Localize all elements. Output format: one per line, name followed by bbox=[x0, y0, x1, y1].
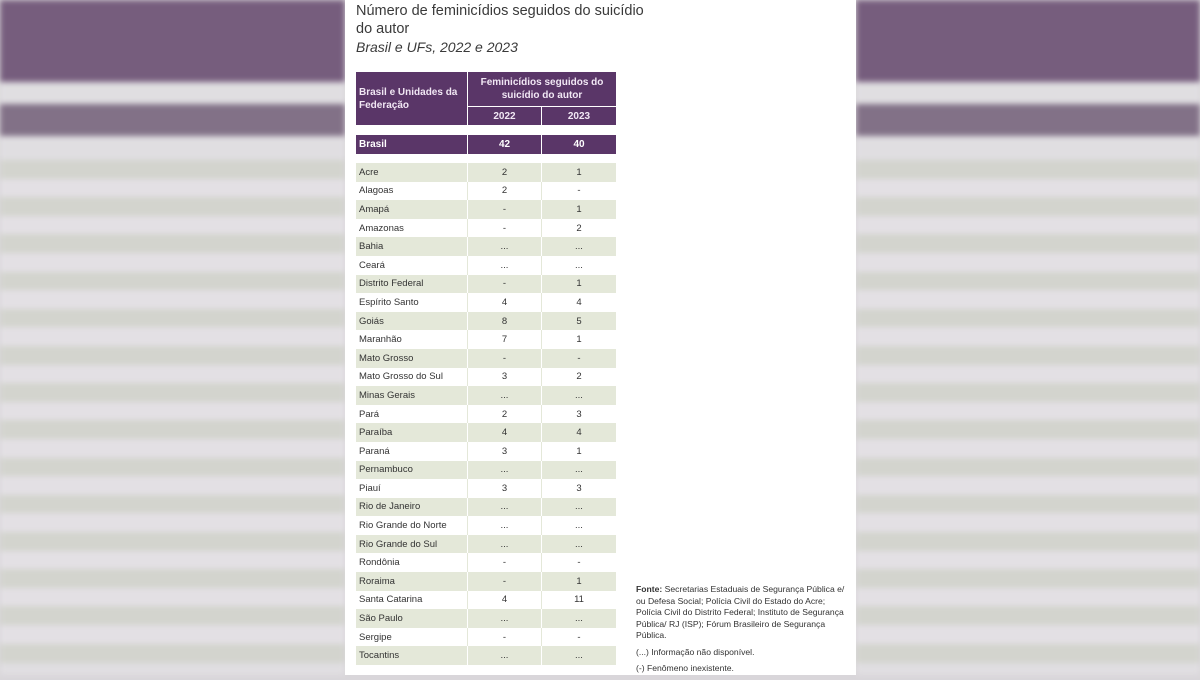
row-value-2022: 8 bbox=[467, 312, 541, 331]
row-value-2022: 3 bbox=[467, 442, 541, 461]
table-row bbox=[356, 275, 616, 294]
row-name: Alagoas bbox=[356, 182, 467, 201]
row-value-2023: 1 bbox=[541, 330, 616, 349]
row-value-2023: 1 bbox=[541, 275, 616, 294]
row-value-2022: - bbox=[467, 628, 541, 647]
table-row bbox=[356, 405, 616, 424]
row-name: Rio Grande do Norte bbox=[356, 516, 467, 535]
row-name: Acre bbox=[356, 163, 467, 182]
row-value-2022: 4 bbox=[467, 591, 541, 610]
row-value-2023: 1 bbox=[541, 572, 616, 591]
row-value-2023: ... bbox=[541, 498, 616, 517]
row-value-2023: ... bbox=[541, 461, 616, 480]
row-name: Roraima bbox=[356, 572, 467, 591]
row-name: Distrito Federal bbox=[356, 275, 467, 294]
row-value-2023: 1 bbox=[541, 200, 616, 219]
row-value-2023: ... bbox=[541, 535, 616, 554]
row-value-2022: - bbox=[467, 553, 541, 572]
row-name: Mato Grosso do Sul bbox=[356, 368, 467, 387]
table-title: Número de feminicídios seguidos do suicídio do autor bbox=[356, 3, 644, 37]
row-value-2023: - bbox=[541, 349, 616, 368]
table-row bbox=[356, 182, 616, 201]
row-value-2023: 5 bbox=[541, 312, 616, 331]
table-row bbox=[356, 293, 616, 312]
row-name: Paraná bbox=[356, 442, 467, 461]
document-page bbox=[345, 0, 856, 675]
row-value-2023: 1 bbox=[541, 442, 616, 461]
table-row bbox=[356, 535, 616, 554]
table-row bbox=[356, 609, 616, 628]
source-notes bbox=[636, 584, 850, 680]
row-value-2022: 4 bbox=[467, 293, 541, 312]
row-value-2023: 1 bbox=[541, 163, 616, 182]
table-row bbox=[356, 516, 616, 535]
table-row bbox=[356, 423, 616, 442]
table-row bbox=[356, 461, 616, 480]
table-subtitle: Brasil e UFs, 2022 e 2023 bbox=[356, 39, 518, 55]
row-name: Paraíba bbox=[356, 423, 467, 442]
row-name: Rondônia bbox=[356, 553, 467, 572]
row-value-2023: ... bbox=[541, 609, 616, 628]
row-value-2023: 11 bbox=[541, 591, 616, 610]
row-value-2022: 7 bbox=[467, 330, 541, 349]
row-value-2022: ... bbox=[467, 237, 541, 256]
source-text: Secretarias Estaduais de Segurança Pública e/ ou Defesa Social; Polícia Civil do Estado do Acre; Polícia Civil do Distrito Federal; Instituto de Segurança Pública/ RJ (ISP); Fórum Brasileiro de Segurança Pública. bbox=[636, 584, 845, 640]
blurred-background-left bbox=[0, 0, 345, 675]
table-row bbox=[356, 349, 616, 368]
row-value-2023: ... bbox=[541, 386, 616, 405]
table-row bbox=[356, 646, 616, 665]
row-value-2022: ... bbox=[467, 498, 541, 517]
row-value-2022: 3 bbox=[467, 368, 541, 387]
table-row bbox=[356, 572, 616, 591]
row-value-2022: ... bbox=[467, 386, 541, 405]
row-value-2022: 2 bbox=[467, 182, 541, 201]
row-name: Rio de Janeiro bbox=[356, 498, 467, 517]
row-value-2022: ... bbox=[467, 516, 541, 535]
legend-nonexistent: (-) Fenômeno inexistente. bbox=[636, 663, 734, 673]
row-name: Pernambuco bbox=[356, 461, 467, 480]
header-uf: Brasil e Unidades da Federação bbox=[356, 72, 467, 125]
row-name: São Paulo bbox=[356, 609, 467, 628]
table-row bbox=[356, 330, 616, 349]
row-value-2022: 2 bbox=[467, 163, 541, 182]
blurred-background-right bbox=[856, 0, 1200, 675]
table-row bbox=[356, 479, 616, 498]
table-row bbox=[356, 200, 616, 219]
source-label: Fonte: bbox=[636, 584, 663, 594]
row-name: Brasil bbox=[356, 135, 467, 154]
table-row bbox=[356, 628, 616, 647]
row-name: Espírito Santo bbox=[356, 293, 467, 312]
row-value-2022: - bbox=[467, 349, 541, 368]
table-row bbox=[356, 386, 616, 405]
row-name: Rio Grande do Sul bbox=[356, 535, 467, 554]
row-value-2022: 4 bbox=[467, 423, 541, 442]
row-name: Bahia bbox=[356, 237, 467, 256]
row-name: Minas Gerais bbox=[356, 386, 467, 405]
legend-not-available: (...) Informação não disponível. bbox=[636, 646, 755, 657]
header-year-2023: 2023 bbox=[541, 106, 616, 125]
row-value-2023: - bbox=[541, 553, 616, 572]
row-value-2023: - bbox=[541, 182, 616, 201]
row-name: Amazonas bbox=[356, 219, 467, 238]
row-value-2023: 2 bbox=[541, 219, 616, 238]
row-value-2023: 4 bbox=[541, 293, 616, 312]
row-value-2023: 4 bbox=[541, 423, 616, 442]
row-value-2022: 42 bbox=[467, 135, 541, 154]
row-value-2022: ... bbox=[467, 609, 541, 628]
row-value-2023: ... bbox=[541, 237, 616, 256]
row-name: Goiás bbox=[356, 312, 467, 331]
table-row bbox=[356, 442, 616, 461]
row-name: Pará bbox=[356, 405, 467, 424]
row-value-2023: 2 bbox=[541, 368, 616, 387]
row-value-2022: 3 bbox=[467, 479, 541, 498]
data-table bbox=[356, 72, 616, 665]
table-row bbox=[356, 237, 616, 256]
header-group: Feminicídios seguidos do suicídio do autor bbox=[467, 72, 616, 106]
row-value-2023: ... bbox=[541, 256, 616, 275]
row-name: Santa Catarina bbox=[356, 591, 467, 610]
table-row-brasil bbox=[356, 135, 616, 154]
row-value-2022: 2 bbox=[467, 405, 541, 424]
row-value-2022: - bbox=[467, 219, 541, 238]
table-row bbox=[356, 256, 616, 275]
table-row bbox=[356, 368, 616, 387]
row-value-2022: ... bbox=[467, 256, 541, 275]
row-name: Tocantins bbox=[356, 646, 467, 665]
row-value-2023: 3 bbox=[541, 405, 616, 424]
table-row bbox=[356, 219, 616, 238]
row-name: Piauí bbox=[356, 479, 467, 498]
row-value-2023: ... bbox=[541, 516, 616, 535]
row-name: Sergipe bbox=[356, 628, 467, 647]
row-name: Ceará bbox=[356, 256, 467, 275]
table-row bbox=[356, 498, 616, 517]
row-value-2023: 40 bbox=[541, 135, 616, 154]
table-row bbox=[356, 163, 616, 182]
row-value-2023: 3 bbox=[541, 479, 616, 498]
row-value-2023: ... bbox=[541, 646, 616, 665]
row-name: Amapá bbox=[356, 200, 467, 219]
row-value-2023: - bbox=[541, 628, 616, 647]
header-year-2022: 2022 bbox=[467, 106, 541, 125]
table-row bbox=[356, 312, 616, 331]
table-row bbox=[356, 591, 616, 610]
table-row bbox=[356, 553, 616, 572]
row-value-2022: ... bbox=[467, 535, 541, 554]
row-name: Mato Grosso bbox=[356, 349, 467, 368]
row-name: Maranhão bbox=[356, 330, 467, 349]
row-value-2022: ... bbox=[467, 461, 541, 480]
row-value-2022: ... bbox=[467, 646, 541, 665]
row-value-2022: - bbox=[467, 572, 541, 591]
row-value-2022: - bbox=[467, 200, 541, 219]
row-value-2022: - bbox=[467, 275, 541, 294]
